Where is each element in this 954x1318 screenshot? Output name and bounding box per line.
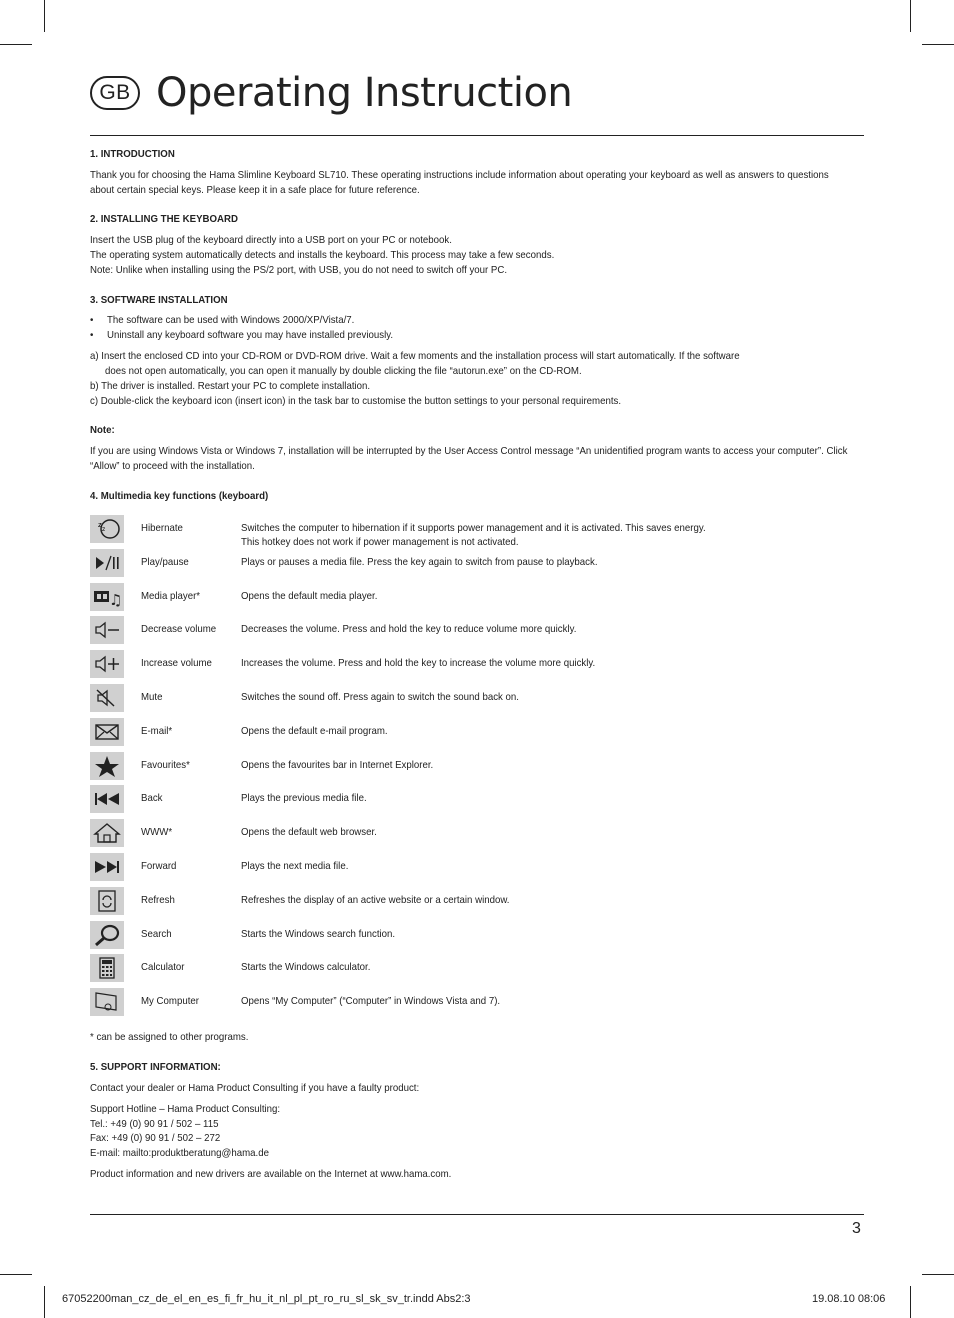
key-description: Opens “My Computer” (“Computer” in Windows Vista and 7). bbox=[241, 995, 501, 1008]
key-name: Calculator bbox=[141, 961, 185, 974]
support-contact: Contact your dealer or Hama Product Consulting if you have a faulty product: bbox=[90, 1082, 420, 1094]
key-description: Opens the default media player. bbox=[241, 589, 378, 602]
note-heading: Note: bbox=[90, 424, 115, 436]
bullet-mark: • bbox=[90, 314, 94, 326]
refresh-icon bbox=[90, 887, 124, 915]
support-heading: 5. SUPPORT INFORMATION: bbox=[90, 1061, 221, 1073]
key-function-row bbox=[90, 650, 870, 682]
key-function-row bbox=[90, 853, 870, 885]
crop-mark bbox=[910, 1286, 911, 1318]
svg-text:♫: ♫ bbox=[109, 590, 122, 609]
key-function-row bbox=[90, 549, 870, 581]
key-description: Opens the favourites bar in Internet Explorer. bbox=[241, 758, 434, 771]
key-description-extra: This hotkey does not work if power management is not activated. bbox=[241, 536, 519, 548]
play-pause-icon bbox=[90, 549, 124, 577]
key-name: Refresh bbox=[141, 893, 175, 906]
installing-line: The operating system automatically detects and installs the keyboard. This process may take a few seconds. bbox=[90, 249, 555, 261]
key-name: Hibernate bbox=[141, 522, 183, 534]
crop-mark bbox=[0, 44, 32, 45]
intro-text: Thank you for choosing the Hama Slimline Keyboard SL710. These operating instructions include information about operating your keyboard as well as answers to questions about certain special keys. Please keep it in a safe place for future reference. bbox=[90, 169, 829, 196]
crop-mark bbox=[910, 0, 911, 32]
key-description: Opens the default web browser. bbox=[241, 826, 377, 839]
email-icon bbox=[90, 718, 124, 746]
key-description: Starts the Windows calculator. bbox=[241, 961, 371, 974]
volume-down-icon bbox=[90, 616, 124, 644]
bullet-mark: • bbox=[90, 329, 94, 341]
key-name: Mute bbox=[141, 691, 163, 703]
key-name: Media player* bbox=[141, 589, 201, 602]
key-function-row bbox=[90, 583, 870, 615]
key-description: Opens the default e-mail program. bbox=[241, 724, 388, 737]
software-step: b) The driver is installed. Restart your PC to complete installation. bbox=[90, 380, 371, 392]
intro-heading: 1. INTRODUCTION bbox=[90, 148, 175, 160]
note-text: If you are using Windows Vista or Windows 7, installation will be interrupted by the User Access Control message “An unidentified program wants to access your computer”. Click “Allow” to proceed with the installation. bbox=[90, 445, 848, 472]
svg-text:z: z bbox=[98, 521, 102, 529]
crop-mark bbox=[44, 0, 45, 32]
key-description: Plays or pauses a media file. Press the key again to switch from pause to playback. bbox=[241, 555, 598, 568]
key-description: Increases the volume. Press and hold the key to increase the volume more quickly. bbox=[241, 657, 596, 670]
installing-line: Note: Unlike when installing using the PS/2 port, with USB, you do not need to switch off your PC. bbox=[90, 264, 508, 276]
language-badge: GB bbox=[90, 76, 140, 110]
key-description: Decreases the volume. Press and hold the key to reduce volume more quickly. bbox=[241, 623, 577, 636]
software-heading: 3. SOFTWARE INSTALLATION bbox=[90, 294, 228, 306]
home-icon bbox=[90, 819, 124, 847]
key-function-row bbox=[90, 785, 870, 817]
key-name: Decrease volume bbox=[141, 623, 217, 636]
key-function-row bbox=[90, 684, 870, 716]
computer-icon bbox=[90, 988, 124, 1016]
footnote: * can be assigned to other programs. bbox=[90, 1031, 249, 1043]
key-name: Back bbox=[141, 792, 163, 805]
crop-mark bbox=[922, 1274, 954, 1275]
key-name: My Computer bbox=[141, 995, 199, 1008]
footer-filename: 67052200man_cz_de_el_en_es_fi_fr_hu_it_nl_pl_pt_ro_ru_sl_sk_sv_tr.indd Abs2:3 bbox=[62, 1293, 471, 1305]
key-function-row bbox=[90, 752, 870, 784]
crop-mark bbox=[0, 1274, 32, 1275]
key-name: Favourites* bbox=[141, 758, 190, 771]
search-icon bbox=[90, 921, 124, 949]
volume-up-icon bbox=[90, 650, 124, 678]
multimedia-heading: 4. Multimedia key functions (keyboard) bbox=[90, 490, 269, 502]
page-number: 3 bbox=[852, 1220, 861, 1237]
page-header bbox=[90, 70, 572, 116]
support-hotline: Support Hotline – Hama Product Consulting: bbox=[90, 1103, 281, 1115]
key-description: Switches the sound off. Press again to switch the sound back on. bbox=[241, 691, 519, 703]
forward-icon bbox=[90, 853, 124, 881]
key-function-row bbox=[90, 921, 870, 953]
installing-line: Insert the USB plug of the keyboard directly into a USB port on your PC or notebook. bbox=[90, 234, 452, 246]
key-function-row bbox=[90, 718, 870, 750]
key-description: Refreshes the display of an active website or a certain window. bbox=[241, 893, 510, 906]
support-fax: Fax: +49 (0) 90 91 / 502 – 272 bbox=[90, 1132, 221, 1144]
back-icon bbox=[90, 785, 124, 813]
support-tel: Tel.: +49 (0) 90 91 / 502 – 115 bbox=[90, 1118, 219, 1130]
hibernate-icon bbox=[90, 515, 124, 543]
software-bullet: The software can be used with Windows 2000/XP/Vista/7. bbox=[107, 314, 355, 326]
key-description: Plays the next media file. bbox=[241, 860, 349, 872]
key-description: Starts the Windows search function. bbox=[241, 927, 396, 940]
key-name: Increase volume bbox=[141, 657, 212, 670]
media-player-icon bbox=[90, 583, 124, 611]
page-title: Operating Instruction bbox=[156, 70, 573, 116]
software-step: does not open automatically, you can open it manually by double clicking the file “autorun.exe” on the CD-ROM. bbox=[105, 365, 582, 377]
key-function-row bbox=[90, 954, 870, 986]
calculator-icon bbox=[90, 954, 124, 982]
key-function-row bbox=[90, 616, 870, 648]
key-name: Search bbox=[141, 927, 172, 940]
software-step: a) Insert the enclosed CD into your CD-ROM or DVD-ROM drive. Wait a few moments and the installation process will start automatically. If the software bbox=[90, 350, 740, 362]
installing-heading: 2. INSTALLING THE KEYBOARD bbox=[90, 213, 238, 225]
footer-rule bbox=[90, 1214, 864, 1215]
software-bullet: Uninstall any keyboard software you may have installed previously. bbox=[107, 329, 394, 341]
key-name: Forward bbox=[141, 860, 177, 872]
key-function-row bbox=[90, 515, 870, 547]
key-name: E-mail* bbox=[141, 724, 173, 737]
svg-text:z: z bbox=[102, 526, 106, 533]
crop-mark bbox=[44, 1286, 45, 1318]
key-function-row bbox=[90, 819, 870, 851]
software-step: c) Double-click the keyboard icon (insert icon) in the task bar to customise the button settings to your personal requirements. bbox=[90, 395, 622, 407]
header-rule bbox=[90, 135, 864, 136]
footer-date: 19.08.10 08:06 bbox=[812, 1293, 886, 1305]
mute-icon bbox=[90, 684, 124, 712]
support-internet: Product information and new drivers are available on the Internet at www.hama.com. bbox=[90, 1168, 452, 1180]
key-description: Plays the previous media file. bbox=[241, 792, 367, 805]
key-function-row bbox=[90, 887, 870, 919]
key-description: Switches the computer to hibernation if it supports power management and it is activated. This saves energy. bbox=[241, 522, 706, 534]
key-name: Play/pause bbox=[141, 555, 189, 568]
key-function-row bbox=[90, 988, 870, 1020]
support-email[interactable]: E-mail: mailto:produktberatung@hama.de bbox=[90, 1147, 269, 1159]
crop-mark bbox=[922, 44, 954, 45]
key-name: WWW* bbox=[141, 826, 173, 839]
star-icon bbox=[90, 752, 124, 780]
